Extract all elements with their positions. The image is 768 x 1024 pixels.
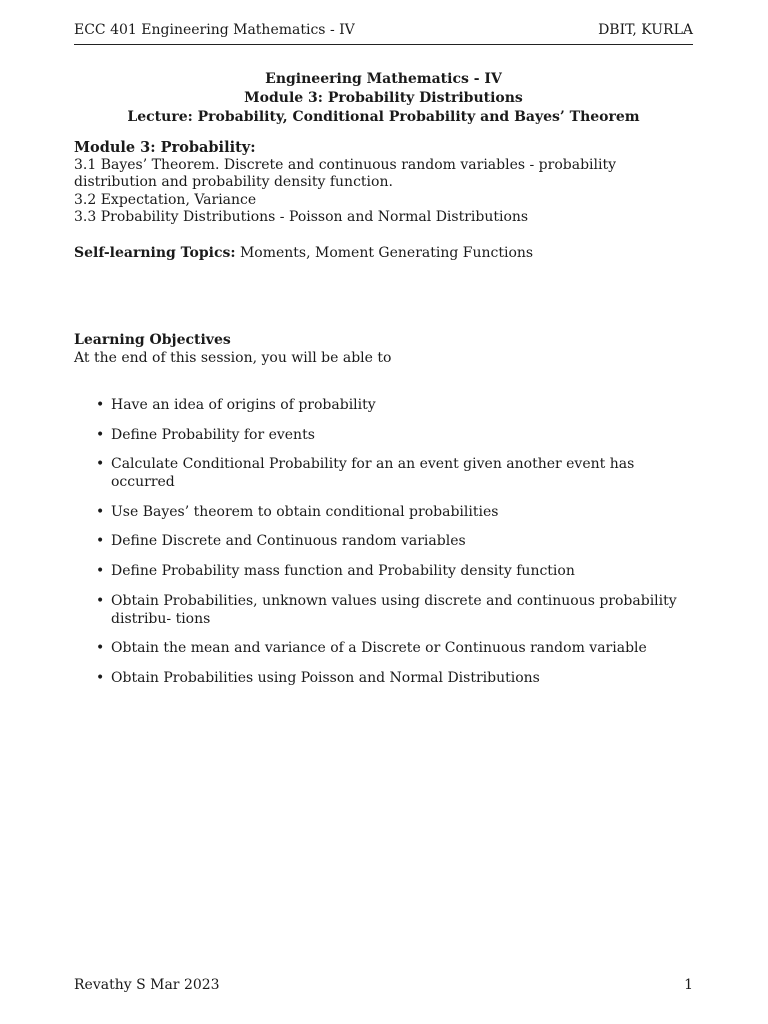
header-course-title: ECC 401 Engineering Mathematics - IV bbox=[74, 22, 355, 38]
bullet-icon: • bbox=[96, 592, 105, 609]
lecture-title: Lecture: Probability, Conditional Probability and Bayes’ Theorem bbox=[127, 109, 640, 125]
objective-text: Have an idea of origins of probability bbox=[111, 397, 376, 413]
list-item bbox=[74, 669, 693, 687]
module-item: 3.3 Probability Distributions - Poisson and Normal Distributions bbox=[74, 209, 529, 225]
title-block bbox=[74, 70, 693, 127]
bullet-icon: • bbox=[96, 533, 105, 550]
objective-text: Define Discrete and Continuous random variables bbox=[111, 533, 466, 550]
objective-text: Obtain Probabilities, unknown values using discrete and continuous probability distribu- tions bbox=[111, 592, 677, 627]
list-item bbox=[74, 396, 693, 414]
objectives-heading: Learning Objectives bbox=[74, 332, 231, 348]
objective-text: Obtain Probabilities using Poisson and Normal Distributions bbox=[111, 669, 540, 686]
module-heading: Module 3: Probability: bbox=[74, 139, 256, 156]
objectives-intro-text: At the end of this session, you will be able to bbox=[74, 350, 392, 366]
objectives-list bbox=[74, 396, 693, 698]
list-item bbox=[74, 639, 693, 657]
list-item bbox=[74, 455, 693, 491]
self-learning-topics bbox=[74, 244, 693, 262]
document-title: Engineering Mathematics - IV bbox=[265, 71, 502, 87]
self-learning-text: Moments, Moment Generating Functions bbox=[235, 245, 534, 261]
bullet-icon: • bbox=[96, 562, 105, 579]
module-syllabus bbox=[74, 139, 693, 227]
page-footer bbox=[74, 977, 693, 993]
document-page bbox=[74, 0, 693, 1024]
page-header bbox=[74, 22, 693, 45]
bullet-icon: • bbox=[96, 397, 105, 413]
bullet-icon: • bbox=[96, 669, 105, 686]
learning-objectives-intro bbox=[74, 331, 693, 367]
objective-text: Define Probability for events bbox=[111, 426, 315, 443]
list-item bbox=[74, 503, 693, 521]
list-item bbox=[74, 426, 693, 444]
module-item: 3.2 Expectation, Variance bbox=[74, 191, 257, 208]
bullet-icon: • bbox=[96, 426, 105, 443]
module-item: 3.1 Bayes’ Theorem. Discrete and continuous random variables - probability distribution and probability density function. bbox=[74, 156, 617, 190]
page-number: 1 bbox=[684, 977, 693, 993]
list-item bbox=[74, 562, 693, 580]
list-item bbox=[74, 592, 693, 628]
module-title: Module 3: Probability Distributions bbox=[244, 90, 523, 106]
objective-text: Use Bayes’ theorem to obtain conditional probabilities bbox=[111, 503, 499, 520]
footer-author-date: Revathy S Mar 2023 bbox=[74, 977, 220, 993]
bullet-icon: • bbox=[96, 503, 105, 520]
bullet-icon: • bbox=[96, 456, 105, 473]
objective-text: Calculate Conditional Probability for an an event given another event has occurred bbox=[111, 456, 635, 491]
self-learning-label: Self-learning Topics: bbox=[74, 245, 236, 261]
bullet-icon: • bbox=[96, 640, 105, 657]
list-item bbox=[74, 532, 693, 550]
objective-text: Define Probability mass function and Probability density function bbox=[111, 562, 575, 579]
header-institution: DBIT, KURLA bbox=[598, 22, 693, 38]
objective-text: Obtain the mean and variance of a Discrete or Continuous random variable bbox=[111, 640, 647, 657]
